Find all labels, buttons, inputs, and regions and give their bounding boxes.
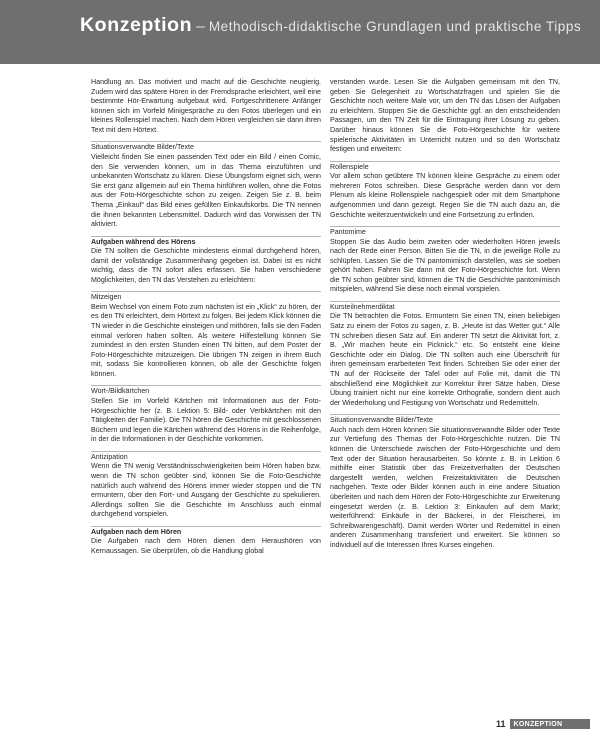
- paragraph: [330, 78, 560, 155]
- header-subtitle: Methodisch-didaktische Grundlagen und praktische Tipps: [208, 19, 582, 34]
- left-column: [91, 78, 321, 562]
- section-heading: Aufgaben während des Hörens: [91, 236, 321, 248]
- page-header: [0, 0, 600, 64]
- paragraph: [91, 141, 321, 229]
- section-heading: Pantomime: [330, 226, 560, 238]
- section-heading: Situationsverwandte Bilder/Texte: [91, 141, 321, 153]
- paragraph: [330, 226, 560, 295]
- header-separator: –: [192, 18, 209, 35]
- footer-section-label: KONZEPTION: [510, 719, 590, 729]
- paragraph-text: Stellen Sie im Vorfeld Kärtchen mit Informationen aus der Foto-Hörgeschichte her (z. B. Lektion 5: Bild- oder Verbkärtchen mit den Tätigkeiten der Familie). Die TN hören die Geschichte mit geschlossenen Büchern und legen die Kärtchen während des Hörens in die Reihenfolge, in der die Informationen in der Geschichte vorkommen.: [91, 397, 321, 444]
- section-heading: Mitzeigen: [91, 291, 321, 303]
- paragraph-text: Beim Wechsel von einem Foto zum nächsten ist ein „Klick“ zu hören, der es den TN erleichtert, dem Hörtext zu folgen. Bei jedem Klick können die TN wieder in die Geschichte einsteigen und mithören, falls sie den Faden einmal verloren haben sollten. Als weitere Hilfestellung können Sie zumindest in den ersten Stunden einen TN bitten, auf dem Poster der Foto-Hörgeschichte mitzuzeigen. Die übrigen TN zeigen in ihrem Buch mit, sodass Sie kontrollieren können, ob alle der Geschichte folgen können.: [91, 302, 321, 379]
- right-column: [330, 78, 560, 556]
- paragraph: [91, 385, 321, 445]
- paragraph-text: Handlung an. Das motiviert und macht auf die Geschichte neugierig. Zudem wird das spätere Hören in der Fremdsprache erleichtert, weil eine bestimmte Hör-Erwartung aufgebaut wird. Fortgeschrittenere Anfänger können sich im Vorfeld Minigespräche zu den Fotos überlegen und ein kleines Rollenspiel machen. Nach dem Hören vergleichen sie dann ihren Text mit dem Hörtext.: [91, 78, 321, 134]
- paragraph: [91, 526, 321, 557]
- section-heading: Situationsverwandte Bilder/Texte: [330, 414, 560, 426]
- section-heading: Aufgaben nach dem Hören: [91, 526, 321, 538]
- header-title: Konzeption: [80, 14, 193, 36]
- paragraph-text: verstanden wurde. Lesen Sie die Aufgaben gemeinsam mit den TN, geben Sie Gelegenheit zu Wortschatzfragen und spielen Sie die Geschichte noch weitere Male vor, um den TN das Lösen der Aufgaben zu erleichtern. Stoppen Sie die Geschichte ggf. an den entscheidenden Passagen, um den TN Zeit für die Eintragung ihrer Lösung zu geben. Darüber hinaus können Sie die Foto-Hörgeschichte für weitere spielerische Aktivitäten im Unterricht nutzen und so den Wortschatz festigen und erweitern:: [330, 78, 560, 154]
- paragraph-text: Vielleicht finden Sie einen passenden Text oder ein Bild / einen Comic, den Sie verwenden können, um in das Thema einzuführen und unbekannten Wortschatz zu klären. Diese Übungsform eignet sich, wenn Sie erst ganz allgemein auf ein Thema hinführen wollen, ohne die Fotos aus der Foto-Hörgeschichte schon zu zeigen. Zeigen Sie z. B. beim Thema „Einkauf“ das Bild eines gefüllten Einkaufskorbs. Die TN nennen die ihnen bekannten Lebensmittel. Dadurch wird das Vorwissen der TN aktiviert.: [91, 152, 321, 229]
- paragraph: [91, 451, 321, 520]
- section-heading: Antizipation: [91, 451, 321, 463]
- paragraph-text: Vor allem schon geübtere TN können kleine Gespräche zu einem oder mehreren Fotos schreiben. Diese Gespräche werden dann vor dem Plenum als kleine Rollenspiele nachgespielt oder mit dem Smartphone aufgenommen und dann gezeigt. Regen Sie die TN auch dazu an, die Geschichte weiterzuentwickeln und eine Fortsetzung zu erfinden.: [330, 172, 560, 219]
- paragraph: [91, 78, 321, 136]
- paragraph-text: Die TN betrachten die Fotos. Ermuntern Sie einen TN, einen beliebigen Satz zu einem der Fotos zu sagen, z. B. „Heute ist das Wetter gut.“ Alle TN schreiben diesen Satz auf. Ein anderer TN setzt die Aktivität fort, z. B. „Wir machen heute ein Picknick.“ etc. So entsteht eine kleine Geschichte oder ein Dialog. Die TN sollten auch eine Überschrift für ihren gemeinsam erarbeiteten Text finden. Schreiben Sie oder einer der TN auf der Rückseite der Tafel oder auf Folie mit, damit die TN abschließend eine Möglichkeit zur Korrektur ihrer Sätze haben. Diese Übung trainiert nicht nur eine korrekte Orthografie, sondern dient auch der Wiederholung und Festigung von Wortschatz und Redemitteln.: [330, 312, 560, 407]
- paragraph: [330, 414, 560, 550]
- section-heading: Rollenspiele: [330, 161, 560, 173]
- paragraph-text: Wenn die TN wenig Verständnisschwierigkeiten beim Hören haben bzw. wenn die TN schon geübter sind, können Sie die Foto-Geschichte natürlich auch während des Hörens immer wieder stoppen und die TN ermuntern, über den Fort- und Ausgang der Geschichte zu spekulieren. Allerdings sollten Sie die Geschichte im Anschluss auch einmal durchgehend vorspielen.: [91, 462, 321, 519]
- paragraph-text: Die Aufgaben nach dem Hören dienen dem Heraushören von Kernaussagen. Sie überprüfen, ob die Handlung global: [91, 537, 321, 555]
- paragraph: [330, 301, 560, 409]
- section-heading: Kursteilnehmerdiktat: [330, 301, 560, 313]
- paragraph-text: Die TN sollten die Geschichte mindestens einmal durchgehend hören, damit der vollständige Zusammenhang gegeben ist. Dabei ist es nicht wichtig, dass die TN sofort alles erfassen. Sie haben verschiedene Möglichkeiten, den TN das Verstehen zu erleichtern:: [91, 247, 321, 284]
- paragraph-text: Auch nach dem Hören können Sie situationsverwandte Bilder oder Texte zur Vertiefung des Themas der Foto-Hörgeschichte nutzen. Die TN können die Unterschiede zwischen der Foto-Hörgeschichte und dem Text oder der Situation herausarbeiten. So könnte z. B. in Lektion 6 mithilfe einer Statistik über das Freizeitverhalten der Deutschen dargestellt werden, welchen Freizeitaktivitäten die Deutschen nachgehen. Texte oder Bilder können auch in eine andere Situation überleiten und nach dem Hören der Foto-Hörgeschichte zur Erweiterung eingesetzt werden (z. B. Lektion 3: Einkaufen auf dem Markt; weiterführend: Einkäufe in der Bäckerei, in der Fleischerei, im Schreibwarengeschäft). Damit werden Wörter und Redemittel in einen anderen Zusammenhang transferiert und erweitert. Sie können so individuell auf die Interessen Ihres Kurses eingehen.: [330, 425, 560, 549]
- page-number: 11: [496, 719, 506, 729]
- paragraph-text: Stoppen Sie das Audio beim zweiten oder wiederholten Hören jeweils nach der Rede einer Person. Bitten Sie die TN, in die jeweilige Rolle zu schlüpfen. Lassen Sie die TN pantomimisch darstellen, was sie soeben gehört haben. Fahren Sie dann mit der Foto-Hörgeschichte fort. Wenn die TN schon geübter sind, können die TN die Geschichte pantomimisch mitspielen, während Sie diese noch einmal vorspielen.: [330, 237, 560, 294]
- paragraph: [91, 236, 321, 286]
- section-heading: Wort-/Bildkärtchen: [91, 385, 321, 397]
- paragraph: [330, 161, 560, 221]
- page-footer: [496, 718, 590, 730]
- paragraph: [91, 291, 321, 379]
